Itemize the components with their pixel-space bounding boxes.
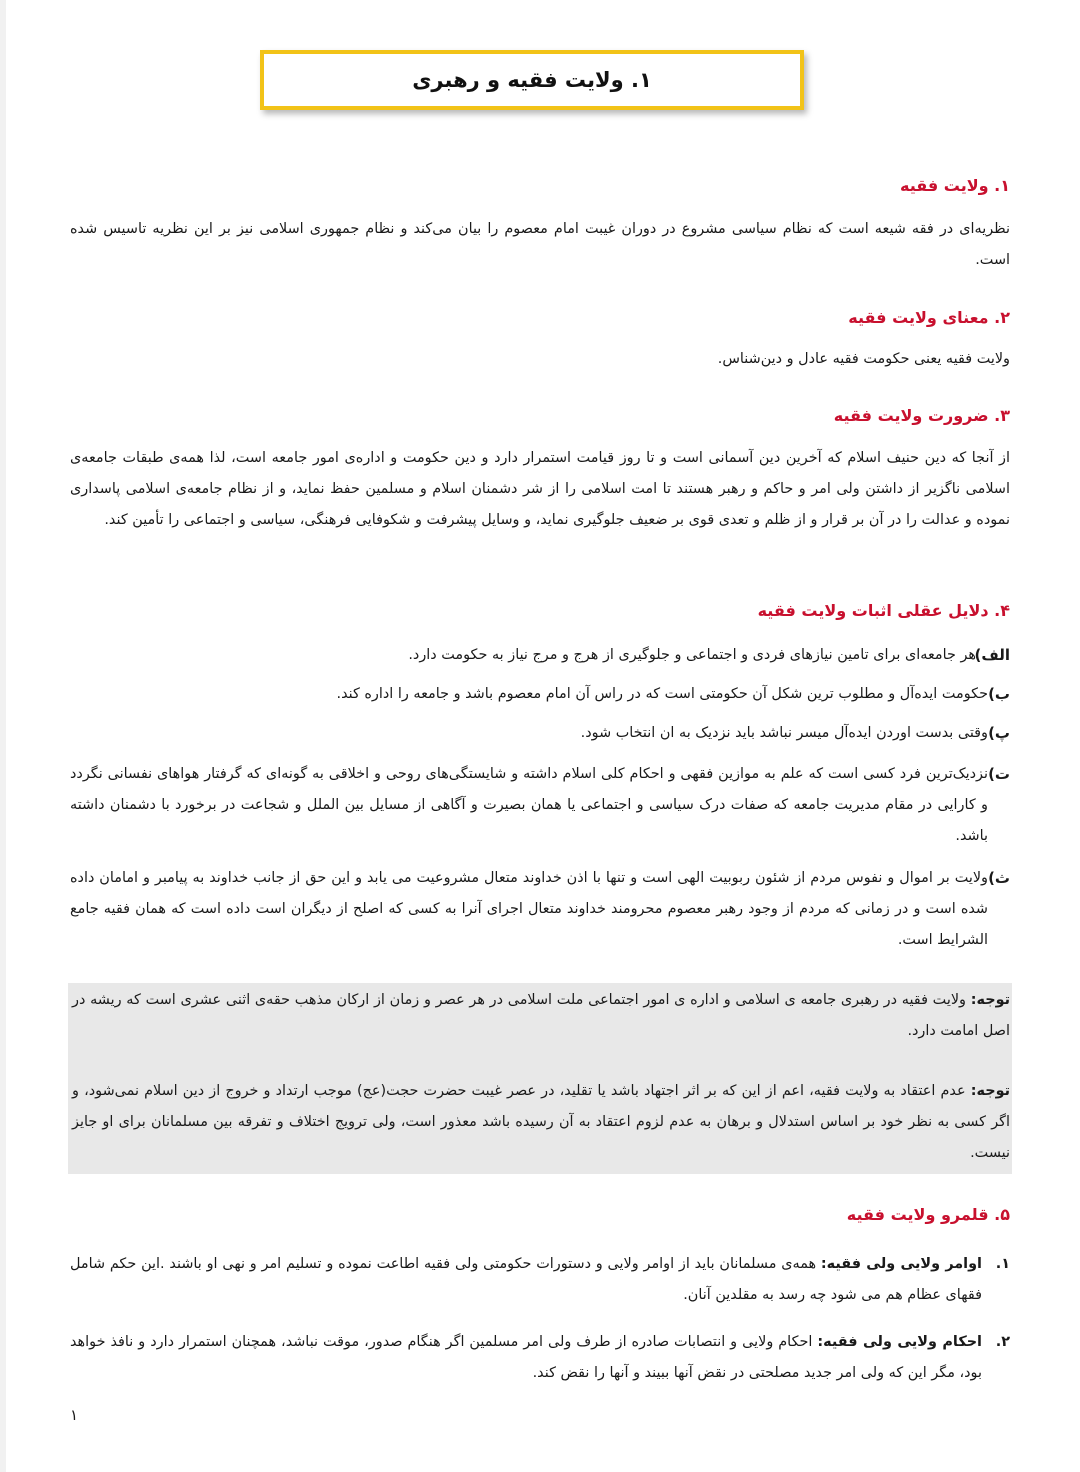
title-box xyxy=(260,50,804,110)
item-text: ولایت بر اموال و نفوس مردم از شئون ربوبیت الهی است و تنها با اذن خداوند متعال مشروعیت می یابد و این حق از جانب خداوند به پیامبر و امامان داده شده است و در زمانی که مردم از وجود رهبر معصوم محرومند خداوند متعال اجرای آنرا به کسی که اصلح از دیگران است داده است که همان فقیه جامع الشرایط است. xyxy=(70,870,988,948)
item-label: الف) xyxy=(974,646,1010,664)
item-text: وقتی بدست اوردن ایده‌آل میسر نباشد باید نزدیک به ان انتخاب شود. xyxy=(580,725,988,741)
item-label: اوامر ولایی ولی فقیه: xyxy=(820,1256,982,1272)
list-item xyxy=(70,1327,1010,1389)
note-text: عدم اعتقاد به ولایت فقیه، اعم از این که بر اثر اجتهاد باشد یا تقلید، در عصر غیبت حضرت حجت(عج) موجب ارتداد و خروج از دین اسلام نمی‌شود، و اگر کسی به نظر خود بر اساس استدلال و برهان به عدم لزوم اعتقاد به آن رسیده باشد معذور است، ولی ترویج اختلاف و تفرقه بین مسلمانان برای او جایز نیست. xyxy=(72,1083,1010,1161)
section-3-heading: ۳. ضرورت ولایت فقیه xyxy=(833,406,1010,425)
list-item xyxy=(70,1249,1010,1311)
item-label: ب) xyxy=(988,685,1010,703)
note-text: ولایت فقیه در رهبری جامعه ی اسلامی و اداره ی امور اجتماعی ملت اسلامی در هر عصر و زمان از ارکان مذهب حقه‌ی اثنی عشری است که ریشه در اصل امامت دارد. xyxy=(72,992,1010,1039)
section-1-heading: ۱. ولایت فقیه xyxy=(899,176,1010,195)
note-1 xyxy=(72,985,1010,1047)
item-number: ۲. xyxy=(995,1334,1010,1350)
item-text: نزدیک‌ترین فرد کسی است که علم به موازین فقهی و احکام کلی اسلام داشته و شایستگی‌های روحی و اخلاقی به گونه‌ای که گرفتار هواهای نفسانی نگردد و کارایی در مقام مدیریت جامعه که صفات درک سیاسی و اجتماعی یا همان بصیرت و آگاهی از مسایل بین الملل و شجاعت در برخورد با دشمنان داشته باشد. xyxy=(70,766,988,844)
section-4-heading: ۴. دلایل عقلی اثبات ولایت فقیه xyxy=(757,601,1010,620)
list-item xyxy=(70,640,1010,671)
section-5-heading: ۵. قلمرو ولایت فقیه xyxy=(846,1205,1010,1224)
item-text: همه‌ی مسلمانان باید از اوامر ولایی و دستورات حکومتی ولی فقیه اطاعت نموده و تسلیم امر و نهی او باشند .این حکم شامل فقهای عظام هم می شود چه رسد به مقلدین آنان. xyxy=(70,1256,982,1303)
note-label: توجه: xyxy=(970,992,1010,1008)
page-title: ۱. ولایت فقیه و رهبری xyxy=(412,68,652,92)
section-2-heading: ۲. معنای ولایت فقیه xyxy=(848,308,1010,327)
page-edge xyxy=(0,0,6,1472)
list-item xyxy=(70,718,1010,749)
section-3-body: از آنجا که دین حنیف اسلام که آخرین دین آسمانی است و تا روز قیامت استمرار دارد و دین حکومت و اداره‌ی امور جامعه است، لذا همه‌ی طبقات جامعه‌ی اسلامی ناگزیر از داشتن ولی امر و حاکم و رهبر هستند تا امت اسلامی را از شر دشمنان اسلام و مسلمین حفظ نماید، و از نظام جامعه‌ی اسلامی پاسداری نموده و عدالت را در آن بر قرار و از ظلم و تعدی قوی بر ضعیف جلوگیری نماید، و وسایل پیشرفت و شکوفایی فرهنگی، سیاسی و اجتماعی را تأمین کند. xyxy=(70,450,1010,528)
page-number: ۱ xyxy=(70,1406,79,1424)
note-2 xyxy=(72,1076,1010,1169)
item-label: ث) xyxy=(988,869,1010,887)
item-label: ت) xyxy=(988,765,1010,783)
item-text: هر جامعه‌ای برای تامین نیازهای فردی و اجتماعی و جلوگیری از هرج و مرج نیاز به حکومت دارد. xyxy=(408,647,976,663)
list-item xyxy=(70,759,1010,852)
item-number: ۱. xyxy=(995,1256,1010,1272)
item-text: حکومت ایده‌آل و مطلوب ترین شکل آن حکومتی است که در راس آن امام معصوم باشد و جامعه را اداره کند. xyxy=(336,686,988,702)
section-1-body: نظریه‌ای در فقه شیعه است که نظام سیاسی مشروع در دوران غیبت امام معصوم را بیان می‌کند و نظام جمهوری اسلامی نیز بر این نظریه تاسیس شده است. xyxy=(70,221,1010,268)
list-item xyxy=(70,863,1010,956)
note-label: توجه: xyxy=(970,1083,1010,1099)
list-item xyxy=(70,679,1010,710)
item-text: احکام ولایی و انتصابات صادره از طرف ولی امر مسلمین اگر هنگام صدور، موقت نباشد، همچنان استمرار دارد و نافذ خواهد بود، مگر این که ولی امر جدید مصلحتی در نقض آنها ببیند و آنها را نقض کند. xyxy=(70,1334,982,1381)
item-label: پ) xyxy=(988,724,1010,742)
section-2-body: ولایت فقیه یعنی حکومت فقیه عادل و دین‌شناس. xyxy=(717,351,1010,367)
item-label: احکام ولایی ولی فقیه: xyxy=(817,1334,982,1350)
